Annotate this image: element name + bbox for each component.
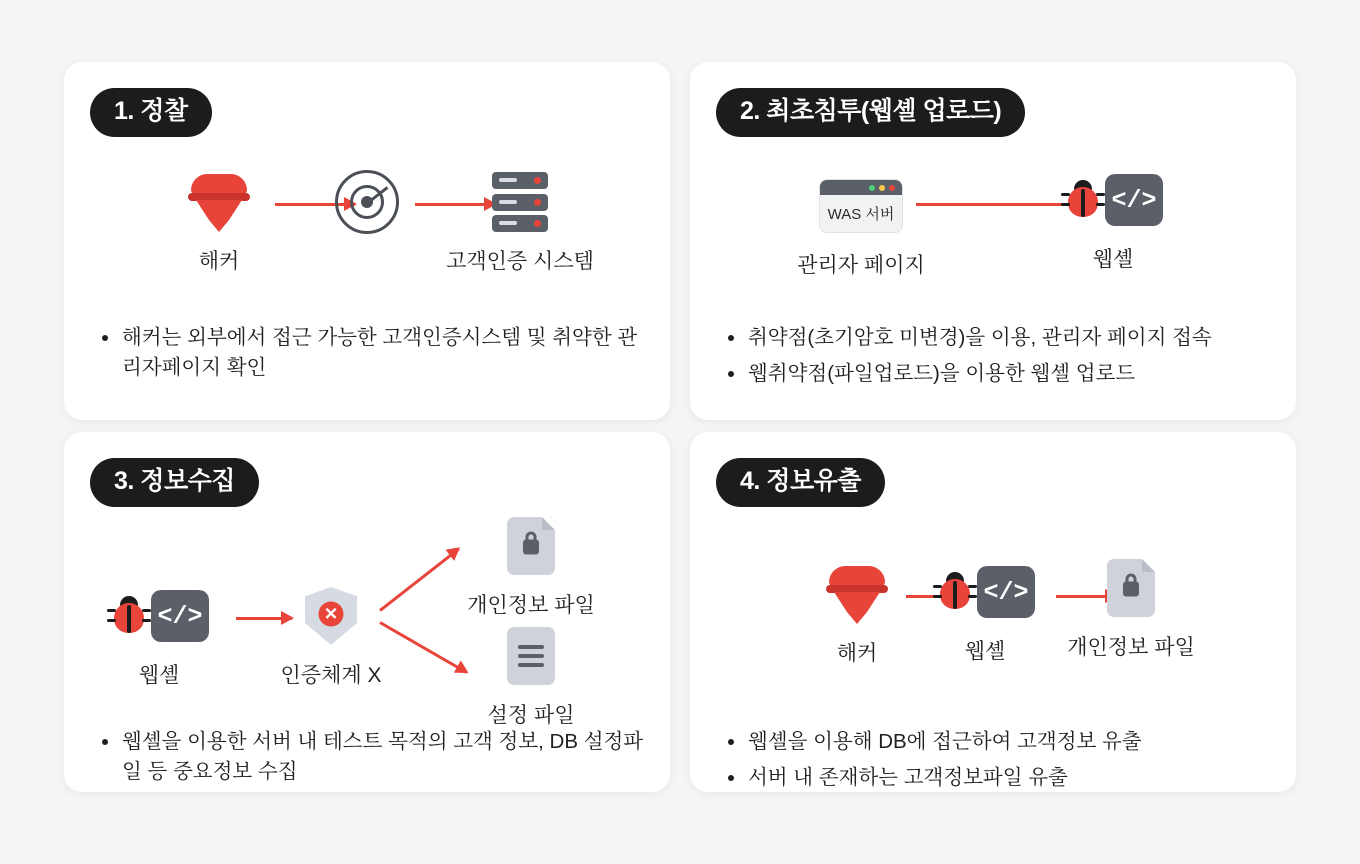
bug-icon bbox=[1063, 179, 1103, 221]
code-tag-icon: </> bbox=[977, 566, 1035, 618]
personal-info-file-icon bbox=[446, 513, 616, 579]
bullet-item: 웹취약점(파일업로드)을 이용한 웹셸 업로드 bbox=[724, 359, 1270, 389]
stage-badge-2: 2. 최초침투(웹셸 업로드) bbox=[716, 88, 1025, 137]
stage-card-4 bbox=[690, 432, 1296, 792]
stage-card-3 bbox=[64, 432, 670, 792]
config-file-icon bbox=[446, 623, 616, 689]
webshell-icon bbox=[74, 583, 244, 649]
stage-graphic-4 bbox=[716, 533, 1270, 713]
bug-icon bbox=[935, 571, 975, 613]
node-webshell bbox=[900, 559, 1070, 665]
browser-window-icon bbox=[776, 173, 946, 239]
stage-graphic-2 bbox=[716, 163, 1270, 313]
webshell-icon bbox=[900, 559, 1070, 625]
bullet-item: 해커는 외부에서 접근 가능한 고객인증시스템 및 취약한 관리자페이지 확인 bbox=[98, 323, 644, 382]
server-icon bbox=[435, 169, 605, 235]
stage-card-1 bbox=[64, 62, 670, 420]
stage-graphic-3 bbox=[90, 521, 644, 727]
node-personal-info-file bbox=[1046, 555, 1216, 661]
bullet-item: 서버 내 존재하는 고객정보파일 유출 bbox=[724, 763, 1270, 793]
code-tag-icon: </> bbox=[1105, 174, 1163, 226]
node-hacker bbox=[134, 169, 304, 275]
stage-badge-1: 1. 정찰 bbox=[90, 88, 212, 137]
stage-badge-4: 4. 정보유출 bbox=[716, 458, 885, 507]
node-radar bbox=[282, 169, 452, 245]
node-label: 웹셸 bbox=[138, 664, 180, 687]
node-label: 개인정보 파일 bbox=[467, 594, 595, 617]
node-label: 설정 파일 bbox=[487, 704, 575, 727]
node-webshell bbox=[1028, 167, 1198, 273]
node-label: 해커 bbox=[198, 250, 240, 273]
node-webshell bbox=[74, 583, 244, 689]
browser-label: WAS 서버 bbox=[820, 195, 902, 232]
node-label: 개인정보 파일 bbox=[1067, 636, 1195, 659]
node-label: 웹셸 bbox=[964, 640, 1006, 663]
bullet-item: 웹셸을 이용한 서버 내 테스트 목적의 고객 정보, DB 설정파일 등 중요정보 수집 bbox=[98, 727, 644, 786]
node-label: 관리자 페이지 bbox=[797, 254, 925, 277]
window-dot-red bbox=[889, 185, 895, 191]
node-customer-auth-system bbox=[435, 169, 605, 275]
node-config-file bbox=[446, 623, 616, 729]
bullet-item: 웹셸을 이용해 DB에 접근하여 고객정보 유출 bbox=[724, 727, 1270, 757]
stage-bullets-4 bbox=[716, 727, 1270, 792]
stage-graphic-1 bbox=[90, 163, 644, 313]
node-label: 고객인증 시스템 bbox=[446, 250, 594, 273]
node-label: 인증체계 X bbox=[280, 664, 382, 687]
radar-icon bbox=[282, 169, 452, 235]
stage-card-2 bbox=[690, 62, 1296, 420]
shield-x-icon bbox=[246, 583, 416, 649]
x-mark: ✕ bbox=[319, 601, 344, 626]
stage-bullets-3 bbox=[90, 727, 644, 786]
bullet-item: 취약점(초기암호 미변경)을 이용, 관리자 페이지 접속 bbox=[724, 323, 1270, 353]
node-personal-info-file bbox=[446, 513, 616, 619]
node-admin-page bbox=[776, 173, 946, 279]
stage-badge-3: 3. 정보수집 bbox=[90, 458, 259, 507]
webshell-icon bbox=[1028, 167, 1198, 233]
hacker-icon bbox=[134, 169, 304, 235]
window-dot-yellow bbox=[879, 185, 885, 191]
code-tag-icon: </> bbox=[151, 590, 209, 642]
personal-info-file-icon bbox=[1046, 555, 1216, 621]
stage-bullets-2 bbox=[716, 323, 1270, 388]
stage-bullets-1 bbox=[90, 323, 644, 382]
node-label: 해커 bbox=[836, 642, 878, 665]
window-dot-green bbox=[869, 185, 875, 191]
bug-icon bbox=[109, 595, 149, 637]
node-label: 웹셸 bbox=[1092, 248, 1134, 271]
